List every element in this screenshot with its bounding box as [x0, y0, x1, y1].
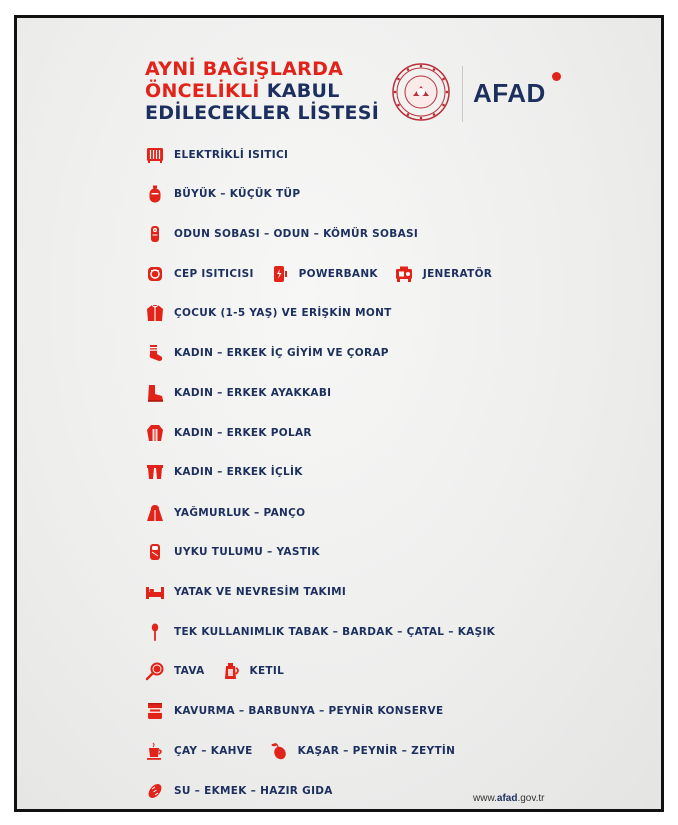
- coat-icon: [145, 303, 165, 323]
- item-label: KADIN – ERKEK POLAR: [174, 427, 312, 439]
- list-item: [145, 740, 471, 762]
- kettle-icon: [221, 661, 241, 681]
- list-item: [145, 541, 336, 563]
- item-label: CEP ISITICISI: [174, 268, 254, 280]
- bread-icon: [145, 781, 165, 801]
- list-item: [145, 302, 408, 324]
- list-item: [145, 223, 434, 245]
- item-label-2: POWERBANK: [298, 268, 378, 280]
- list-item: [145, 183, 316, 205]
- list-item: [145, 422, 328, 444]
- ministry-seal-icon: [391, 62, 451, 122]
- canned-food-icon: [145, 701, 165, 721]
- item-label-2: KAŞAR – PEYNİR – ZEYTİN: [297, 745, 456, 757]
- item-label: TEK KULLANIMLIK TABAK – BARDAK – ÇATAL – KAŞIK: [174, 626, 496, 638]
- item-label: SU – EKMEK – HAZIR GIDA: [174, 785, 333, 797]
- item-label: ÇOCUK (1-5 YAŞ) VE ERİŞKİN MONT: [174, 307, 392, 319]
- sleeping-bag-icon: [145, 542, 165, 562]
- item-label-2: KETIL: [249, 665, 285, 677]
- list-item: [145, 621, 511, 643]
- list-item: [145, 461, 319, 483]
- afad-logo-dot-icon: [552, 72, 561, 81]
- item-label: ELEKTRİKLİ ISITICI: [174, 149, 289, 161]
- item-label: KADIN – ERKEK İÇLİK: [174, 466, 303, 478]
- item-label: KADIN – ERKEK AYAKKABI: [174, 387, 332, 399]
- raincoat-icon: [145, 503, 165, 523]
- bed-icon: [145, 582, 165, 602]
- list-item: [145, 382, 347, 404]
- title-line-2-navy: KABUL: [266, 80, 340, 102]
- list-item: [145, 700, 459, 722]
- list-item: [145, 144, 304, 166]
- powerbank-icon: [270, 264, 290, 284]
- fleece-icon: [145, 423, 165, 443]
- list-item: [145, 780, 349, 802]
- item-label: ODUN SOBASI – ODUN – KÖMÜR SOBASI: [174, 228, 419, 240]
- generator-icon: [394, 264, 414, 284]
- thermal-wear-icon: [145, 462, 165, 482]
- item-label: YAĞMURLUK – PANÇO: [174, 507, 306, 519]
- olive-icon: [269, 741, 289, 761]
- gas-cylinder-icon: [145, 184, 165, 204]
- title-line-2-red: ÖNCELİKLİ: [145, 80, 260, 102]
- firewood-icon: [145, 224, 165, 244]
- poster-frame: [14, 15, 664, 812]
- sock-icon: [145, 343, 165, 363]
- url-prefix: www.: [473, 793, 497, 804]
- pan-icon: [145, 661, 165, 681]
- afad-logo: AFAD: [473, 78, 546, 108]
- item-label: UYKU TULUMU – YASTIK: [174, 546, 320, 558]
- item-label: ÇAY – KAHVE: [174, 745, 253, 757]
- list-item: [145, 660, 300, 682]
- list-item: [145, 502, 321, 524]
- title-line-3: EDİLECEKLER LİSTESİ: [145, 102, 380, 124]
- url-suffix: .gov.tr: [517, 793, 545, 804]
- list-item: [145, 263, 508, 285]
- boot-icon: [145, 383, 165, 403]
- item-label: KADIN – ERKEK İÇ GİYİM VE ÇORAP: [174, 347, 389, 359]
- website-url[interactable]: [473, 793, 545, 804]
- logo-divider: [462, 66, 463, 122]
- item-label-3: JENERATÖR: [422, 268, 493, 280]
- hand-warmer-icon: [145, 264, 165, 284]
- item-label: YATAK VE NEVRESİM TAKIMI: [174, 586, 347, 598]
- heater-icon: [145, 145, 165, 165]
- item-label: KAVURMA – BARBUNYA – PEYNİR KONSERVE: [174, 705, 444, 717]
- spoon-icon: [145, 622, 165, 642]
- tea-icon: [145, 741, 165, 761]
- url-domain: afad: [496, 793, 518, 804]
- list-item: [145, 581, 362, 603]
- poster-title: [145, 58, 379, 124]
- item-label: TAVA: [174, 665, 205, 677]
- item-label: BÜYÜK – KÜÇÜK TÜP: [174, 188, 301, 200]
- title-line-1: AYNİ BAĞIŞLARDA: [145, 58, 344, 80]
- list-item: [145, 342, 405, 364]
